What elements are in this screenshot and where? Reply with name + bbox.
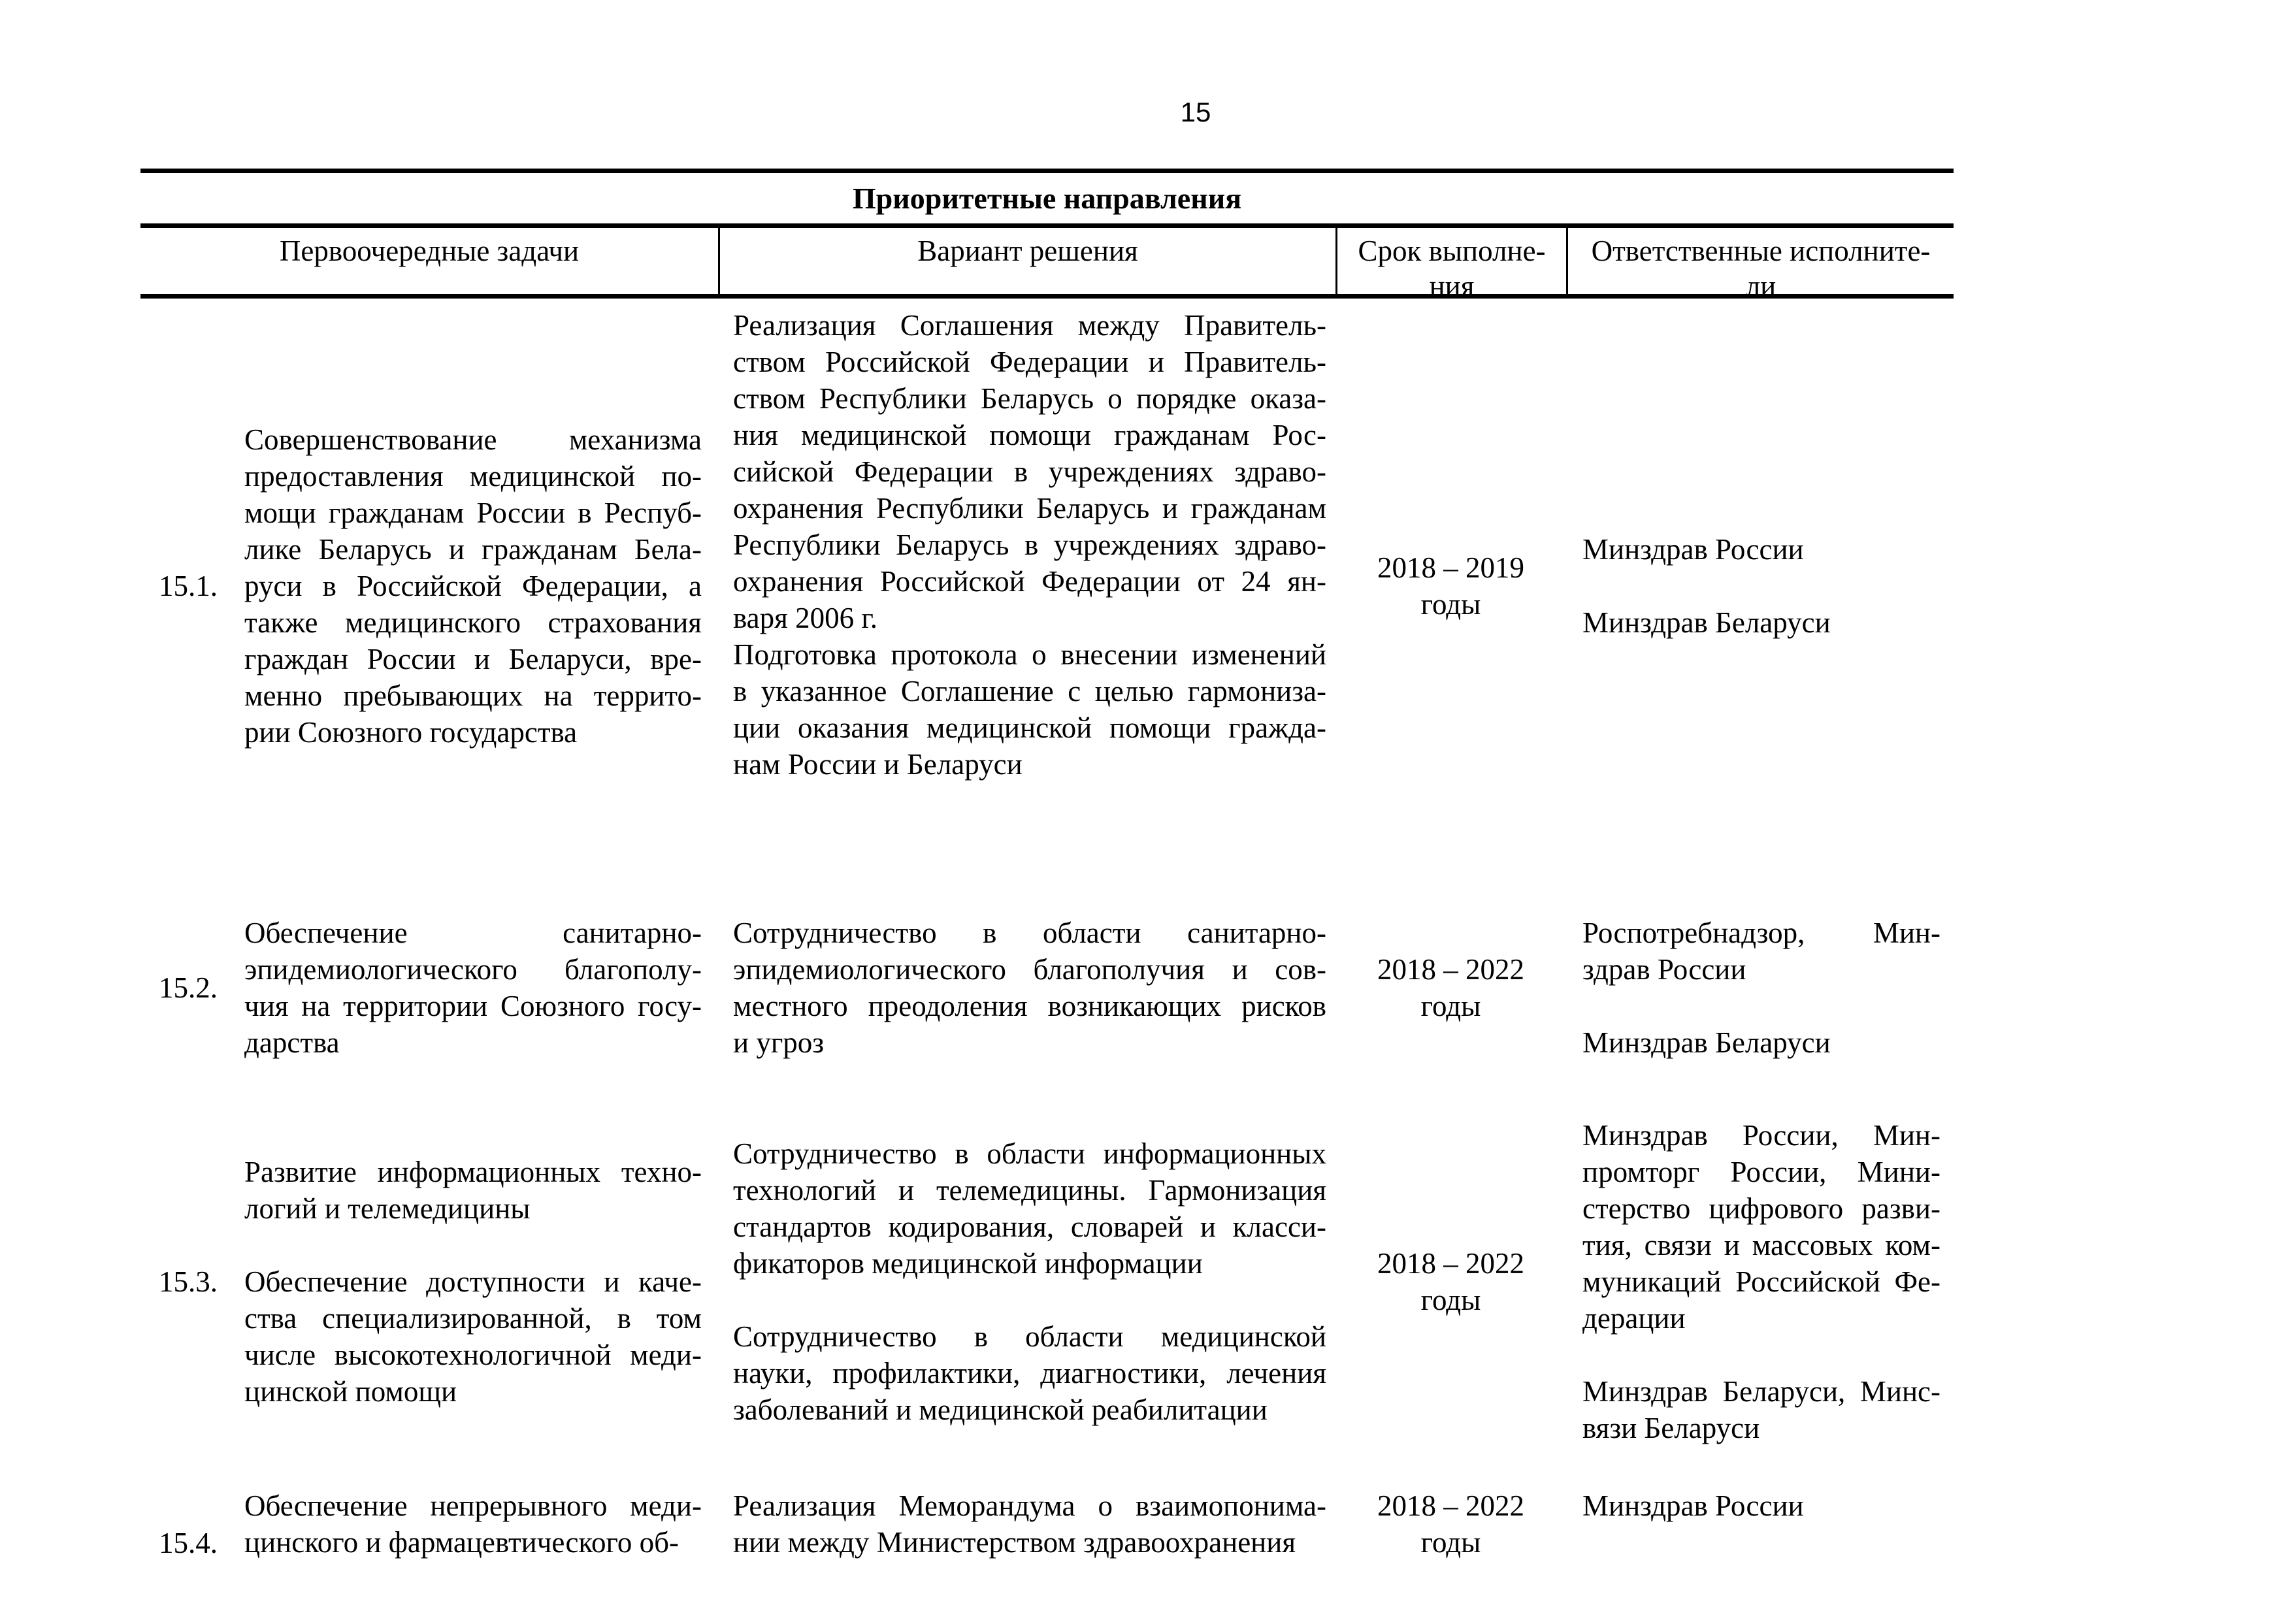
- table-row-15.2: [140, 873, 1954, 1102]
- tasks-cell: [140, 1461, 718, 1624]
- text-line: Минздрав Беларуси: [1582, 1026, 1831, 1059]
- column-header-executors: [1566, 228, 1954, 302]
- text-line: стерство цифрового разви-: [1582, 1192, 1940, 1225]
- text-line: науки, профилактики, диагностики, лечения: [733, 1357, 1326, 1389]
- term-cell: [1335, 299, 1566, 873]
- blank-line: [733, 1282, 1326, 1318]
- text-line: муникаций Российской Фе-: [1582, 1265, 1940, 1298]
- executors-cell: [1566, 299, 1954, 873]
- blank-line: [1582, 988, 1940, 1024]
- text-line: 2018 – 2022: [1377, 1489, 1524, 1522]
- text-line: нам России и Беларуси: [733, 748, 1023, 781]
- text-line: Сотрудничество в области санитарно-: [733, 917, 1326, 949]
- row-number: 15.4.: [159, 1526, 218, 1559]
- blank-line: [244, 1227, 702, 1263]
- text-line: годы: [1420, 1284, 1481, 1316]
- row-number: 15.1.: [159, 570, 218, 602]
- text-line: ством Российской Федерации и Правитель-: [733, 346, 1326, 378]
- text-line: промторг России, Мини-: [1582, 1156, 1940, 1188]
- text-line: цинского и фармацевтического об-: [244, 1526, 679, 1559]
- text-line: лике Беларусь и гражданам Бела-: [244, 533, 702, 566]
- tasks-cell: [140, 1102, 718, 1461]
- text-line: Обеспечение доступности и каче-: [244, 1265, 702, 1298]
- priorities-table: [140, 169, 1954, 1624]
- text-line: менно пребывающих на террито-: [244, 679, 702, 712]
- text-line: Развитие информационных техно-: [244, 1156, 702, 1188]
- text-line: ства специализированной, в том: [244, 1302, 702, 1335]
- text-line: числе высокотехнологичной меди-: [244, 1339, 702, 1371]
- header-line: ли: [1745, 270, 1776, 302]
- text-line: Минздрав России: [1582, 533, 1804, 566]
- text-line: сийской Федерации в учреждениях здраво-: [733, 455, 1326, 488]
- text-line: годы: [1420, 1526, 1481, 1559]
- text-line: технологий и телемедицины. Гармонизация: [733, 1174, 1326, 1207]
- text-line: Сотрудничество в области медицинской: [733, 1320, 1326, 1353]
- text-line: в указанное Соглашение с целью гармониза-: [733, 675, 1326, 707]
- text-line: стандартов кодирования, словарей и класси-: [733, 1210, 1326, 1243]
- text-line: варя 2006 г.: [733, 602, 877, 634]
- header-line: Срок выполне-: [1358, 235, 1546, 267]
- text-line: Обеспечение непрерывного меди-: [244, 1489, 702, 1522]
- text-line: также медицинского страхования: [244, 606, 702, 639]
- solution-cell: [718, 299, 1335, 873]
- text-line: нии между Министерством здравоохранения: [733, 1526, 1296, 1559]
- text-line: охранения Российской Федерации от 24 ян-: [733, 565, 1326, 598]
- row-number: 15.2.: [159, 971, 218, 1004]
- text-line: здрав России: [1582, 953, 1746, 986]
- executors-cell: [1566, 1102, 1954, 1461]
- table-row-15.1: [140, 299, 1954, 873]
- text-line: предоставления медицинской по-: [244, 460, 702, 493]
- text-line: и угроз: [733, 1026, 825, 1059]
- table-body: [140, 299, 1954, 1624]
- text-line: Совершенствование механизма: [244, 423, 702, 456]
- text-line: охранения Республики Беларусь и гражданам: [733, 492, 1326, 525]
- text-line: Минздрав Беларуси: [1582, 606, 1831, 639]
- text-line: заболеваний и медицинской реабилитации: [733, 1393, 1268, 1426]
- text-line: граждан России и Беларуси, вре-: [244, 643, 702, 675]
- text-line: Реализация Меморандума о взаимопонима-: [733, 1489, 1326, 1522]
- text-line: цинской помощи: [244, 1375, 457, 1408]
- executors-cell: [1566, 1461, 1954, 1624]
- text-line: Реализация Соглашения между Правитель-: [733, 309, 1326, 342]
- text-line: логий и телемедицины: [244, 1192, 531, 1225]
- text-line: руси в Российской Федерации, а: [244, 570, 702, 602]
- column-header-term: [1335, 228, 1566, 302]
- text-line: Республики Беларусь в учреждениях здраво-: [733, 528, 1326, 561]
- text-line: рии Союзного государства: [244, 716, 578, 749]
- column-header-tasks: [140, 228, 718, 294]
- row-number: 15.3.: [159, 1265, 218, 1298]
- text-line: ством Республики Беларусь о порядке оказа-: [733, 382, 1326, 415]
- text-line: местного преодоления возникающих рисков: [733, 990, 1326, 1022]
- text-line: эпидемиологического благополучия и сов-: [733, 953, 1326, 986]
- table-title: Приоритетные направления: [140, 169, 1954, 228]
- text-line: 2018 – 2022: [1377, 1247, 1524, 1280]
- solution-cell: [718, 1102, 1335, 1461]
- text-line: годы: [1420, 990, 1481, 1022]
- term-cell: [1335, 1461, 1566, 1624]
- table-row-15.4: [140, 1461, 1954, 1624]
- text-line: вязи Беларуси: [1582, 1412, 1760, 1444]
- text-line: ния медицинской помощи гражданам Рос-: [733, 419, 1326, 451]
- text-line: 2018 – 2019: [1377, 551, 1524, 584]
- term-cell: [1335, 873, 1566, 1102]
- blank-line: [1582, 1337, 1940, 1373]
- text-line: Обеспечение санитарно-: [244, 917, 702, 949]
- text-line: чия на территории Союзного госу-: [244, 990, 702, 1022]
- solution-cell: [718, 873, 1335, 1102]
- text-line: ции оказания медицинской помощи гражда-: [733, 711, 1326, 744]
- text-line: 2018 – 2022: [1377, 953, 1524, 986]
- text-line: Минздрав России: [1582, 1489, 1804, 1522]
- text-line: Сотрудничество в области информационных: [733, 1137, 1326, 1170]
- page-number: 15: [1180, 97, 1211, 127]
- blank-line: [1582, 568, 1940, 604]
- text-line: Роспотребнадзор, Мин-: [1582, 917, 1940, 949]
- tasks-cell: [140, 873, 718, 1102]
- text-line: тия, связи и массовых ком-: [1582, 1229, 1940, 1261]
- text-line: фикаторов медицинской информации: [733, 1247, 1203, 1280]
- text-line: мощи гражданам России в Респуб-: [244, 496, 702, 529]
- text-line: годы: [1420, 588, 1481, 621]
- text-line: Подготовка протокола о внесении изменений: [733, 638, 1326, 671]
- solution-cell: [718, 1461, 1335, 1624]
- term-cell: [1335, 1102, 1566, 1461]
- header-line: Ответственные исполните-: [1591, 235, 1931, 267]
- text-line: Минздрав Беларуси, Минс-: [1582, 1375, 1940, 1408]
- text-line: дерации: [1582, 1302, 1686, 1335]
- text-line: дарства: [244, 1026, 340, 1059]
- text-line: эпидемиологического благополу-: [244, 953, 702, 986]
- table-header-row: [140, 228, 1954, 302]
- column-header-solution: [718, 228, 1335, 294]
- text-line: Минздрав России, Мин-: [1582, 1119, 1940, 1152]
- executors-cell: [1566, 873, 1954, 1102]
- table-row-15.3: [140, 1102, 1954, 1461]
- header-line: Вариант решения: [917, 235, 1138, 267]
- header-line: Первоочередные задачи: [279, 235, 580, 267]
- header-line: ния: [1429, 270, 1475, 302]
- tasks-cell: [140, 299, 718, 873]
